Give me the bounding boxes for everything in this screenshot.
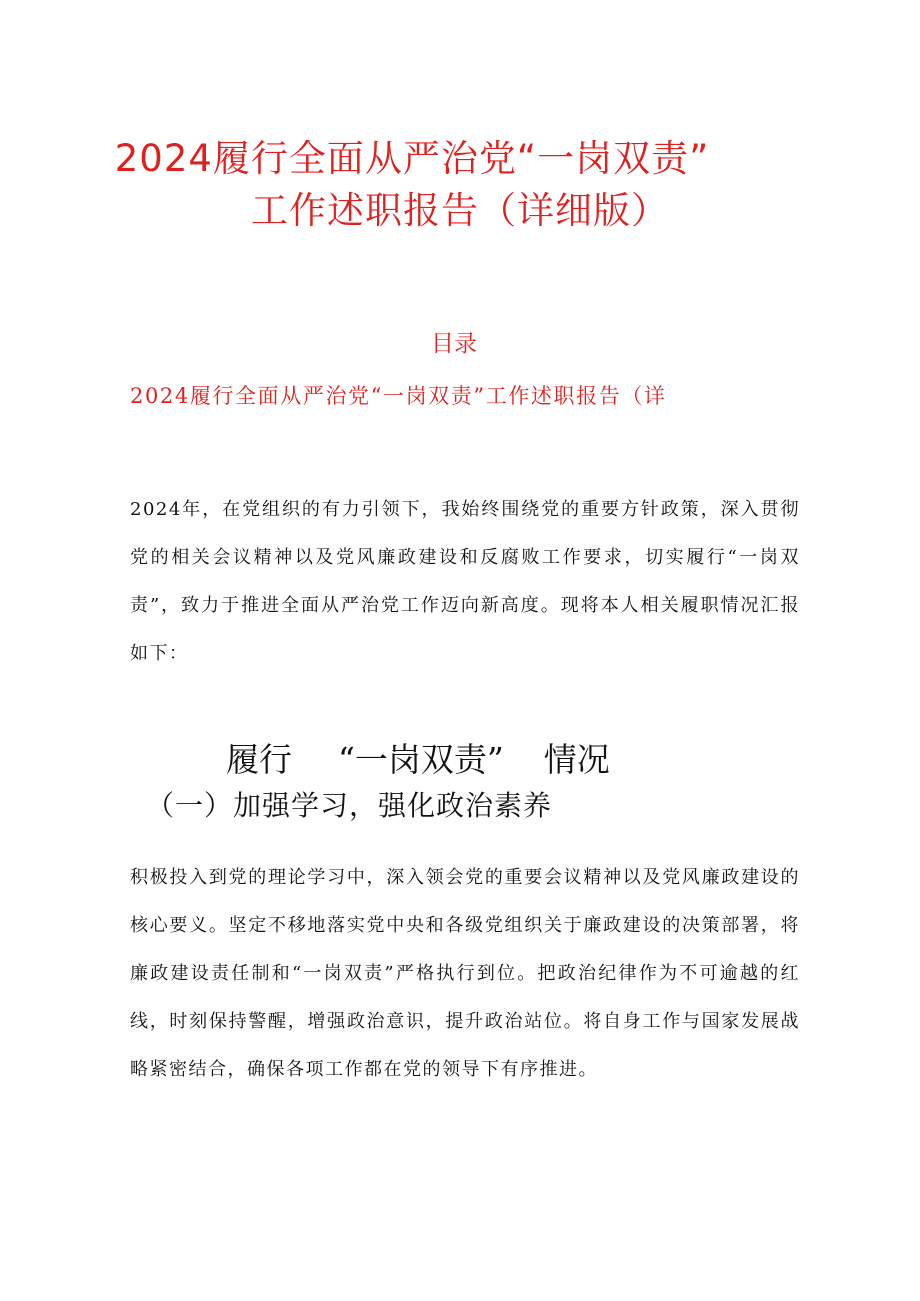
section-heading [226, 734, 610, 781]
document-title-line-2: 工作述职报告（详细版） [251, 189, 669, 232]
section-heading-part-2: “一岗双责” [338, 740, 504, 779]
section-heading-part-3: 情况 [543, 740, 610, 779]
toc-heading: 目录 [431, 331, 477, 357]
intro-paragraph: 2024年，在党组织的有力引领下，我始终围绕党的重要方针政策，深入贯彻党的相关会议精神以及党风廉政建设和反腐败工作要求，切实履行“一岗双责”，致力于推进全面从严治党工作迈向新高度。现将本人相关履职情况汇报如下： [130, 499, 800, 664]
section-heading-part-1: 履行 [226, 740, 292, 779]
subsection-paragraph: 积极投入到党的理论学习中，深入领会党的重要会议精神以及党风廉政建设的核心要义。坚定不移地落实党中央和各级党组织关于廉政建设的决策部署，将廉政建设责任制和“一岗双责”严格执行到位。把政治纪律作为不可逾越的红线，时刻保持警醒，增强政治意识，提升政治站位。将自身工作与国家发展战略紧密结合，确保各项工作都在党的领导下有序推进。 [130, 867, 800, 1080]
toc-entry[interactable]: 2024履行全面从严治党“一岗双责”工作述职报告（详 [130, 384, 667, 408]
subsection-heading: （一）加强学习，强化政治素养 [146, 789, 553, 822]
document-title-line-1: 2024履行全面从严治党“一岗双责” [114, 137, 710, 180]
